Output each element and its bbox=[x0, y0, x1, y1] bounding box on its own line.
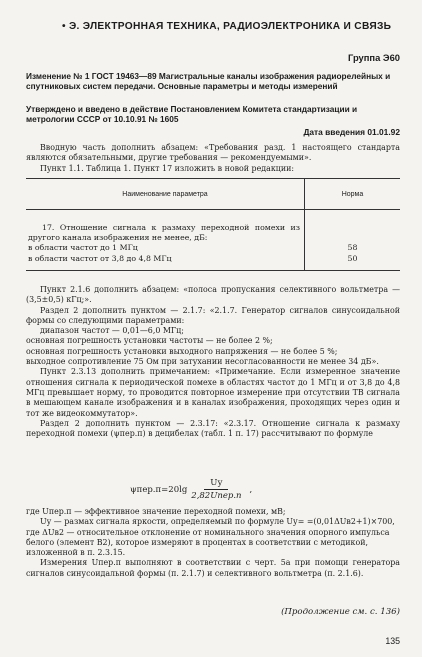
column-header-norm: Норма bbox=[341, 190, 364, 198]
continuation-note: (Продолжение см. с. 136) bbox=[281, 607, 400, 617]
explanation-paragraph: Измерения Uпер.п выполняют в соответствии с черт. 5а при помощи генератора сигналов синусоидальной формы (п. 2.1.7) и селективного вольтметра (п. 2.1.6). bbox=[26, 558, 400, 578]
body-line: выходное сопротивление 75 Ом при затухании несогласованности не менее 34 дБ». bbox=[26, 357, 379, 367]
section-header: • Э. ЭЛЕКТРОННАЯ ТЕХНИКА, РАДИОЭЛЕКТРОНИКА И СВЯЗЬ bbox=[62, 21, 392, 32]
explanation-line: где Uпер.п — эффективное значение переходной помехи, мВ; bbox=[26, 507, 286, 516]
body-paragraph: Пункт 2.1.6 дополнить абзацем: «полоса пропускания селективного вольтметра — (3,5±0,5) кГц;». bbox=[26, 285, 400, 305]
column-header-parameter: Наименование параметра bbox=[26, 179, 305, 209]
body-paragraph: Раздел 2 дополнить пунктом — 2.1.7: «2.1.7. Генератор сигналов синусоидальной формы со следующими параметрами: bbox=[26, 305, 400, 325]
intro-section bbox=[26, 143, 400, 174]
formula-numerator: Uу bbox=[204, 478, 228, 490]
effective-date: Дата введения 01.01.92 bbox=[303, 127, 400, 137]
table-header bbox=[26, 179, 400, 210]
norm-cell bbox=[305, 210, 400, 270]
intro-paragraph: Пункт 1.1. Таблица 1. Пункт 17 изложить в новой редакции: bbox=[40, 163, 295, 173]
page-number: 135 bbox=[385, 636, 400, 646]
group-label: Группа Э60 bbox=[347, 52, 400, 63]
formula-tail: , bbox=[249, 484, 253, 495]
formula-lhs: ψпер.п=20lg bbox=[130, 484, 188, 495]
body-line: основная погрешность установки выходного напряжения — не более 5 %; bbox=[26, 346, 338, 356]
norm-value: 58 bbox=[347, 243, 358, 253]
body-line: диапазон частот — 0,01—6,0 МГц; bbox=[40, 326, 184, 336]
formula-denominator: 2,82Uпер.п bbox=[191, 491, 242, 501]
formula-fraction bbox=[191, 478, 241, 501]
formula-explanation bbox=[26, 507, 400, 579]
body-paragraph: Пункт 2.3.13 дополнить примечанием: «Примечание. Если измеренное значение отношения сигнала к периодической помехе в областях частот до 1 МГц и от 3,8 до 4,8 МГц превышает норму, то проводится повторное измерение при отсутствии ТВ сигнала в мешающем канале изображения и в каналах изображения, проходящих через один и тот же видеокоммутатор». bbox=[26, 367, 400, 418]
parameter-line: в области частот до 1 МГц bbox=[28, 243, 138, 253]
parameter-table bbox=[26, 178, 400, 271]
parameter-cell bbox=[26, 210, 305, 270]
parameter-line: в области частот от 3,8 до 4,8 МГц bbox=[28, 253, 172, 263]
parameter-line: 17. Отношение сигнала к размаху переходной помехи из другого канала изображения не менее, дБ: bbox=[28, 223, 300, 243]
explanation-line: Uу — размах сигнала яркости, определяемый по формуле Uу= =(0,01ΔUв2+1)×700, bbox=[40, 517, 395, 527]
amendment-title: Изменение № 1 ГОСТ 19463—89 Магистральные каналы изображения радиорелейных и спутниковых систем передачи. Основные параметры и методы измерений bbox=[26, 71, 391, 92]
explanation-line: где ΔUв2 — относительное отклонение от номинального значения опорного импульса белого (элемент В2), которое измеряют в процентах в соответствии с методикой, изложенной в п. 2.3.15. bbox=[26, 527, 390, 558]
approval-statement: Утверждено и введено в действие Постановлением Комитета стандартизации и метрологии СССР от 10.10.91 № 1605 bbox=[26, 104, 358, 125]
body-paragraph: Раздел 2 дополнить пунктом — 2.3.17: «2.3.17. Отношение сигнала к размаху переходной помехи (ψпер.п) в децибелах (табл. 1 п. 17) рассчитывают по формуле bbox=[26, 418, 400, 439]
norm-value: 50 bbox=[347, 253, 358, 263]
formula bbox=[130, 478, 252, 501]
body-line: основная погрешность установки частоты — не более 2 %; bbox=[26, 336, 273, 346]
table-row bbox=[26, 210, 400, 270]
intro-paragraph: Вводную часть дополнить абзацем: «Требования разд. 1 настоящего стандарта являются обязательными, другие требования — рекомендуемыми». bbox=[26, 143, 400, 163]
body-text bbox=[26, 285, 400, 439]
